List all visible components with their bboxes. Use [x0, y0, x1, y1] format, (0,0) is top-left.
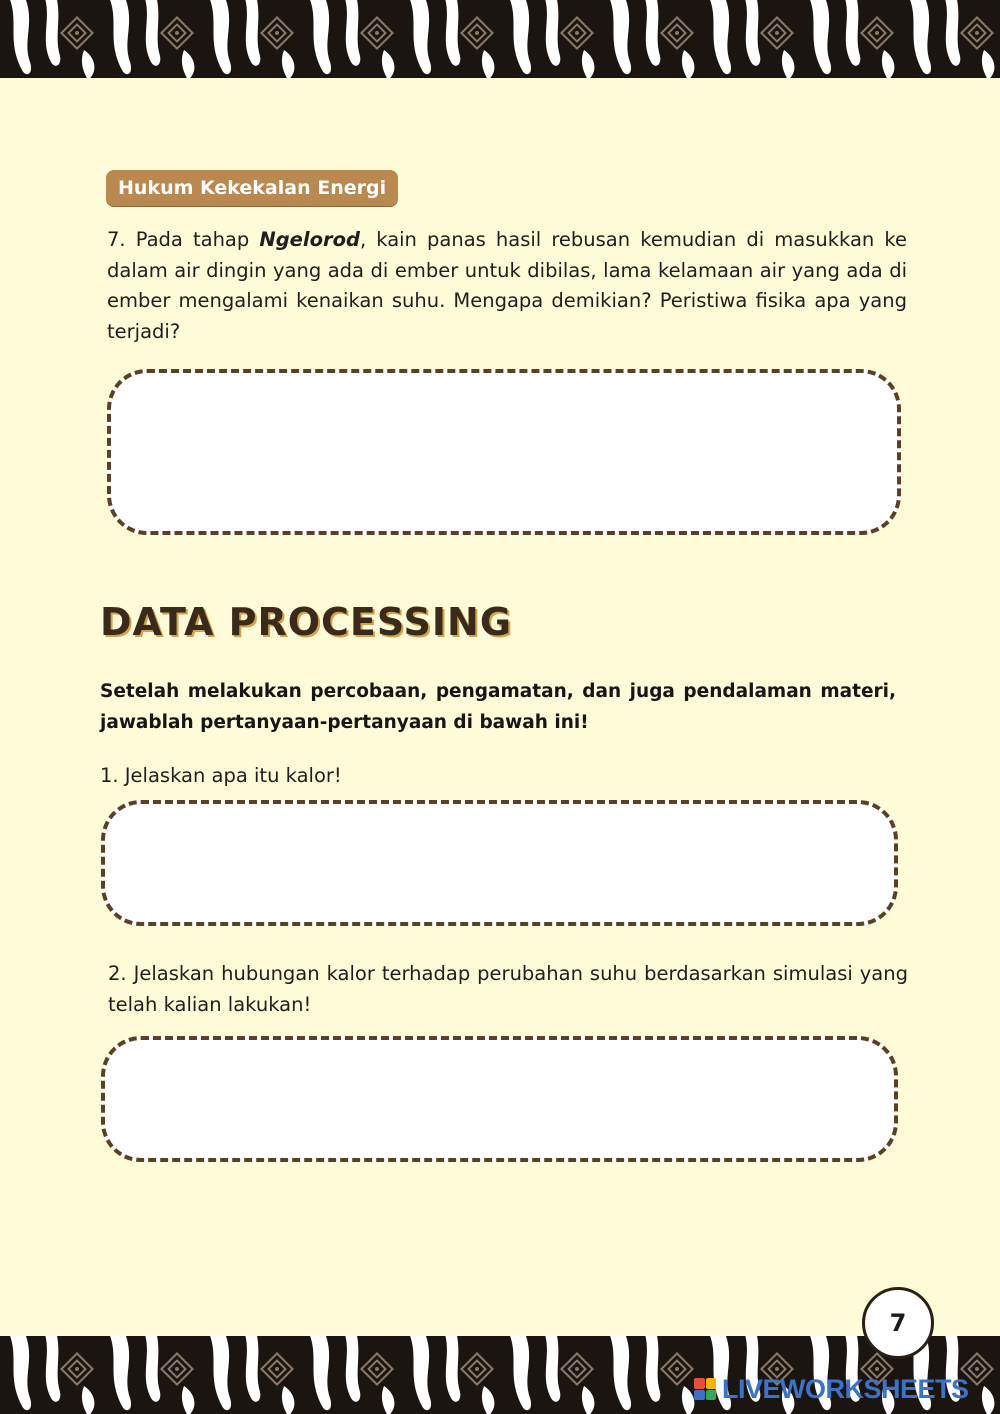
liveworksheets-watermark[interactable] [694, 1372, 969, 1406]
page-number: 7 [862, 1287, 934, 1359]
section-intro: Setelah melakukan percobaan, pengamatan, dan juga pendalaman materi, jawablah pertanyaan-pertanyaan di bawah ini! [100, 681, 896, 733]
answer-box-1[interactable] [101, 800, 898, 926]
question-7-keyword: Ngelorod [259, 228, 360, 251]
question-1: 1. Jelaskan apa itu kalor! [100, 764, 342, 787]
question-7-suffix: , kain panas hasil rebusan kemudian di masukkan ke dalam air dingin yang ada di ember untuk dibilas, lama kelamaan air yang ada di ember mengalami kenaikan suhu. Mengapa demikian? Peristiwa fisika apa yang terjadi? [107, 228, 907, 343]
question-7 [107, 225, 907, 347]
answer-box-2[interactable] [101, 1036, 898, 1162]
section-title: DATA PROCESSING [100, 600, 513, 644]
watermark-text: LIVEWORKSHEETS [722, 1373, 969, 1404]
topic-tag: Hukum Kekekalan Energi [106, 170, 398, 206]
question-2: 2. Jelaskan hubungan kalor terhadap perubahan suhu berdasarkan simulasi yang telah kalian lakukan! [108, 962, 908, 1016]
answer-box-7[interactable] [107, 369, 901, 535]
batik-border-top [0, 0, 1000, 78]
question-7-prefix: 7. Pada tahap [107, 228, 260, 251]
liveworksheets-logo-icon [694, 1378, 716, 1400]
